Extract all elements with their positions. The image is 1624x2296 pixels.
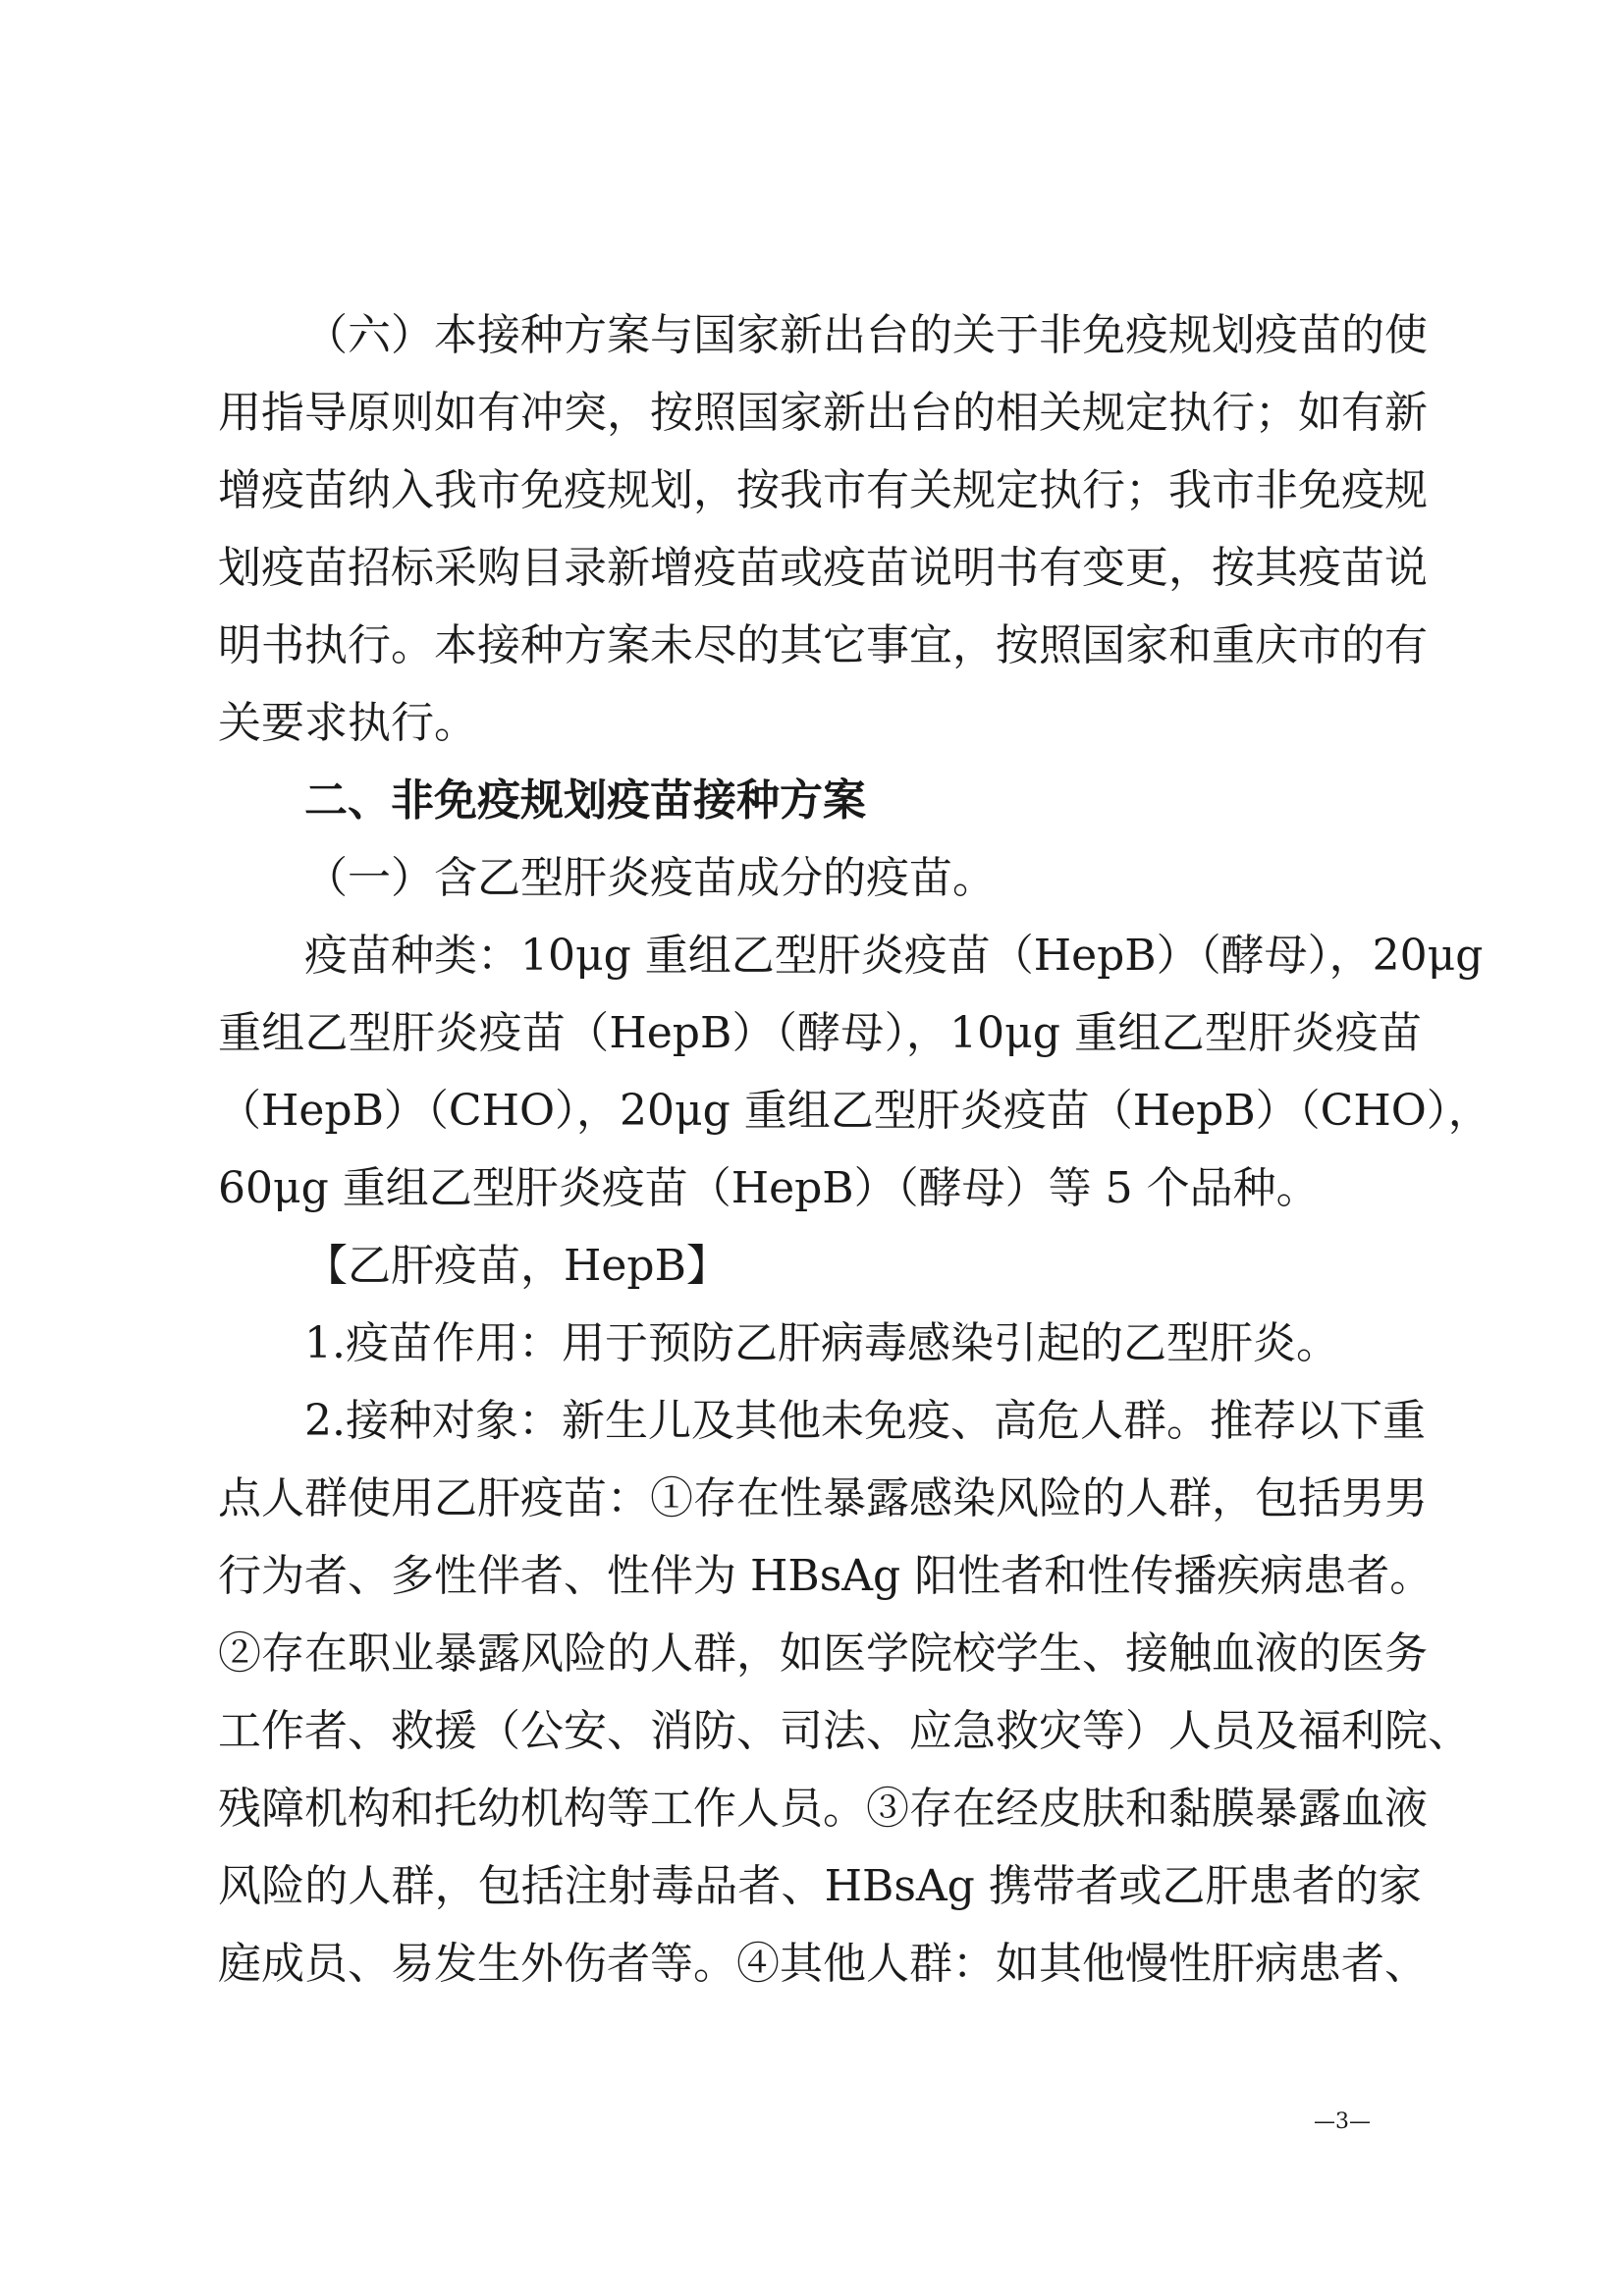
paragraph-line: 2.接种对象：新生儿及其他未免疫、高危人群。推荐以下重: [304, 1396, 1426, 1446]
paragraph-line: 行为者、多性伴者、性伴为 HBsAg 阳性者和性传播疾病患者。: [218, 1551, 1434, 1601]
paragraph-line: 60μg 重组乙型肝炎疫苗（HepB）（酵母）等 5 个品种。: [218, 1163, 1320, 1213]
paragraph-line: 明书执行。本接种方案未尽的其它事宜，按照国家和重庆市的有: [218, 620, 1428, 670]
page-number: —3—: [1314, 2109, 1371, 2134]
paragraph-line: 1.疫苗作用：用于预防乙肝病毒感染引起的乙型肝炎。: [304, 1318, 1339, 1368]
paragraph-line: 庭成员、易发生外伤者等。④其他人群：如其他慢性肝病患者、: [218, 1939, 1428, 1989]
paragraph-line: （HepB）（CHO），20μg 重组乙型肝炎疫苗（HepB）（CHO），: [218, 1086, 1491, 1136]
subsection-heading: （一）含乙型肝炎疫苗成分的疫苗。: [304, 853, 996, 903]
paragraph-line: 重组乙型肝炎疫苗（HepB）（酵母），10μg 重组乙型肝炎疫苗: [218, 1008, 1422, 1058]
paragraph-line: 划疫苗招标采购目录新增疫苗或疫苗说明书有变更，按其疫苗说: [218, 543, 1428, 593]
section-heading: 二、非免疫规划疫苗接种方案: [304, 775, 866, 826]
paragraph-line: ②存在职业暴露风险的人群，如医学院校学生、接触血液的医务: [218, 1629, 1428, 1679]
paragraph-line: 增疫苗纳入我市免疫规划，按我市有关规定执行；我市非免疫规: [218, 465, 1428, 515]
document-body: [218, 296, 1491, 2002]
vaccine-title: 【乙肝疫苗，HepB】: [304, 1241, 730, 1291]
paragraph-line: 残障机构和托幼机构等工作人员。③存在经皮肤和黏膜暴露血液: [218, 1784, 1428, 1834]
paragraph-line: 风险的人群，包括注射毒品者、HBsAg 携带者或乙肝患者的家: [218, 1861, 1422, 1911]
paragraph-line: 疫苗种类：10μg 重组乙型肝炎疫苗（HepB）（酵母），20μg: [304, 931, 1484, 981]
paragraph-line: 用指导原则如有冲突，按照国家新出台的相关规定执行；如有新: [218, 388, 1428, 438]
paragraph-line: 点人群使用乙肝疫苗：①存在性暴露感染风险的人群，包括男男: [218, 1473, 1428, 1523]
paragraph-line: 关要求执行。: [218, 698, 477, 748]
paragraph-line: （六）本接种方案与国家新出台的关于非免疫规划疫苗的使: [304, 310, 1428, 360]
paragraph-line: 工作者、救援（公安、消防、司法、应急救灾等）人员及福利院、: [218, 1706, 1471, 1756]
